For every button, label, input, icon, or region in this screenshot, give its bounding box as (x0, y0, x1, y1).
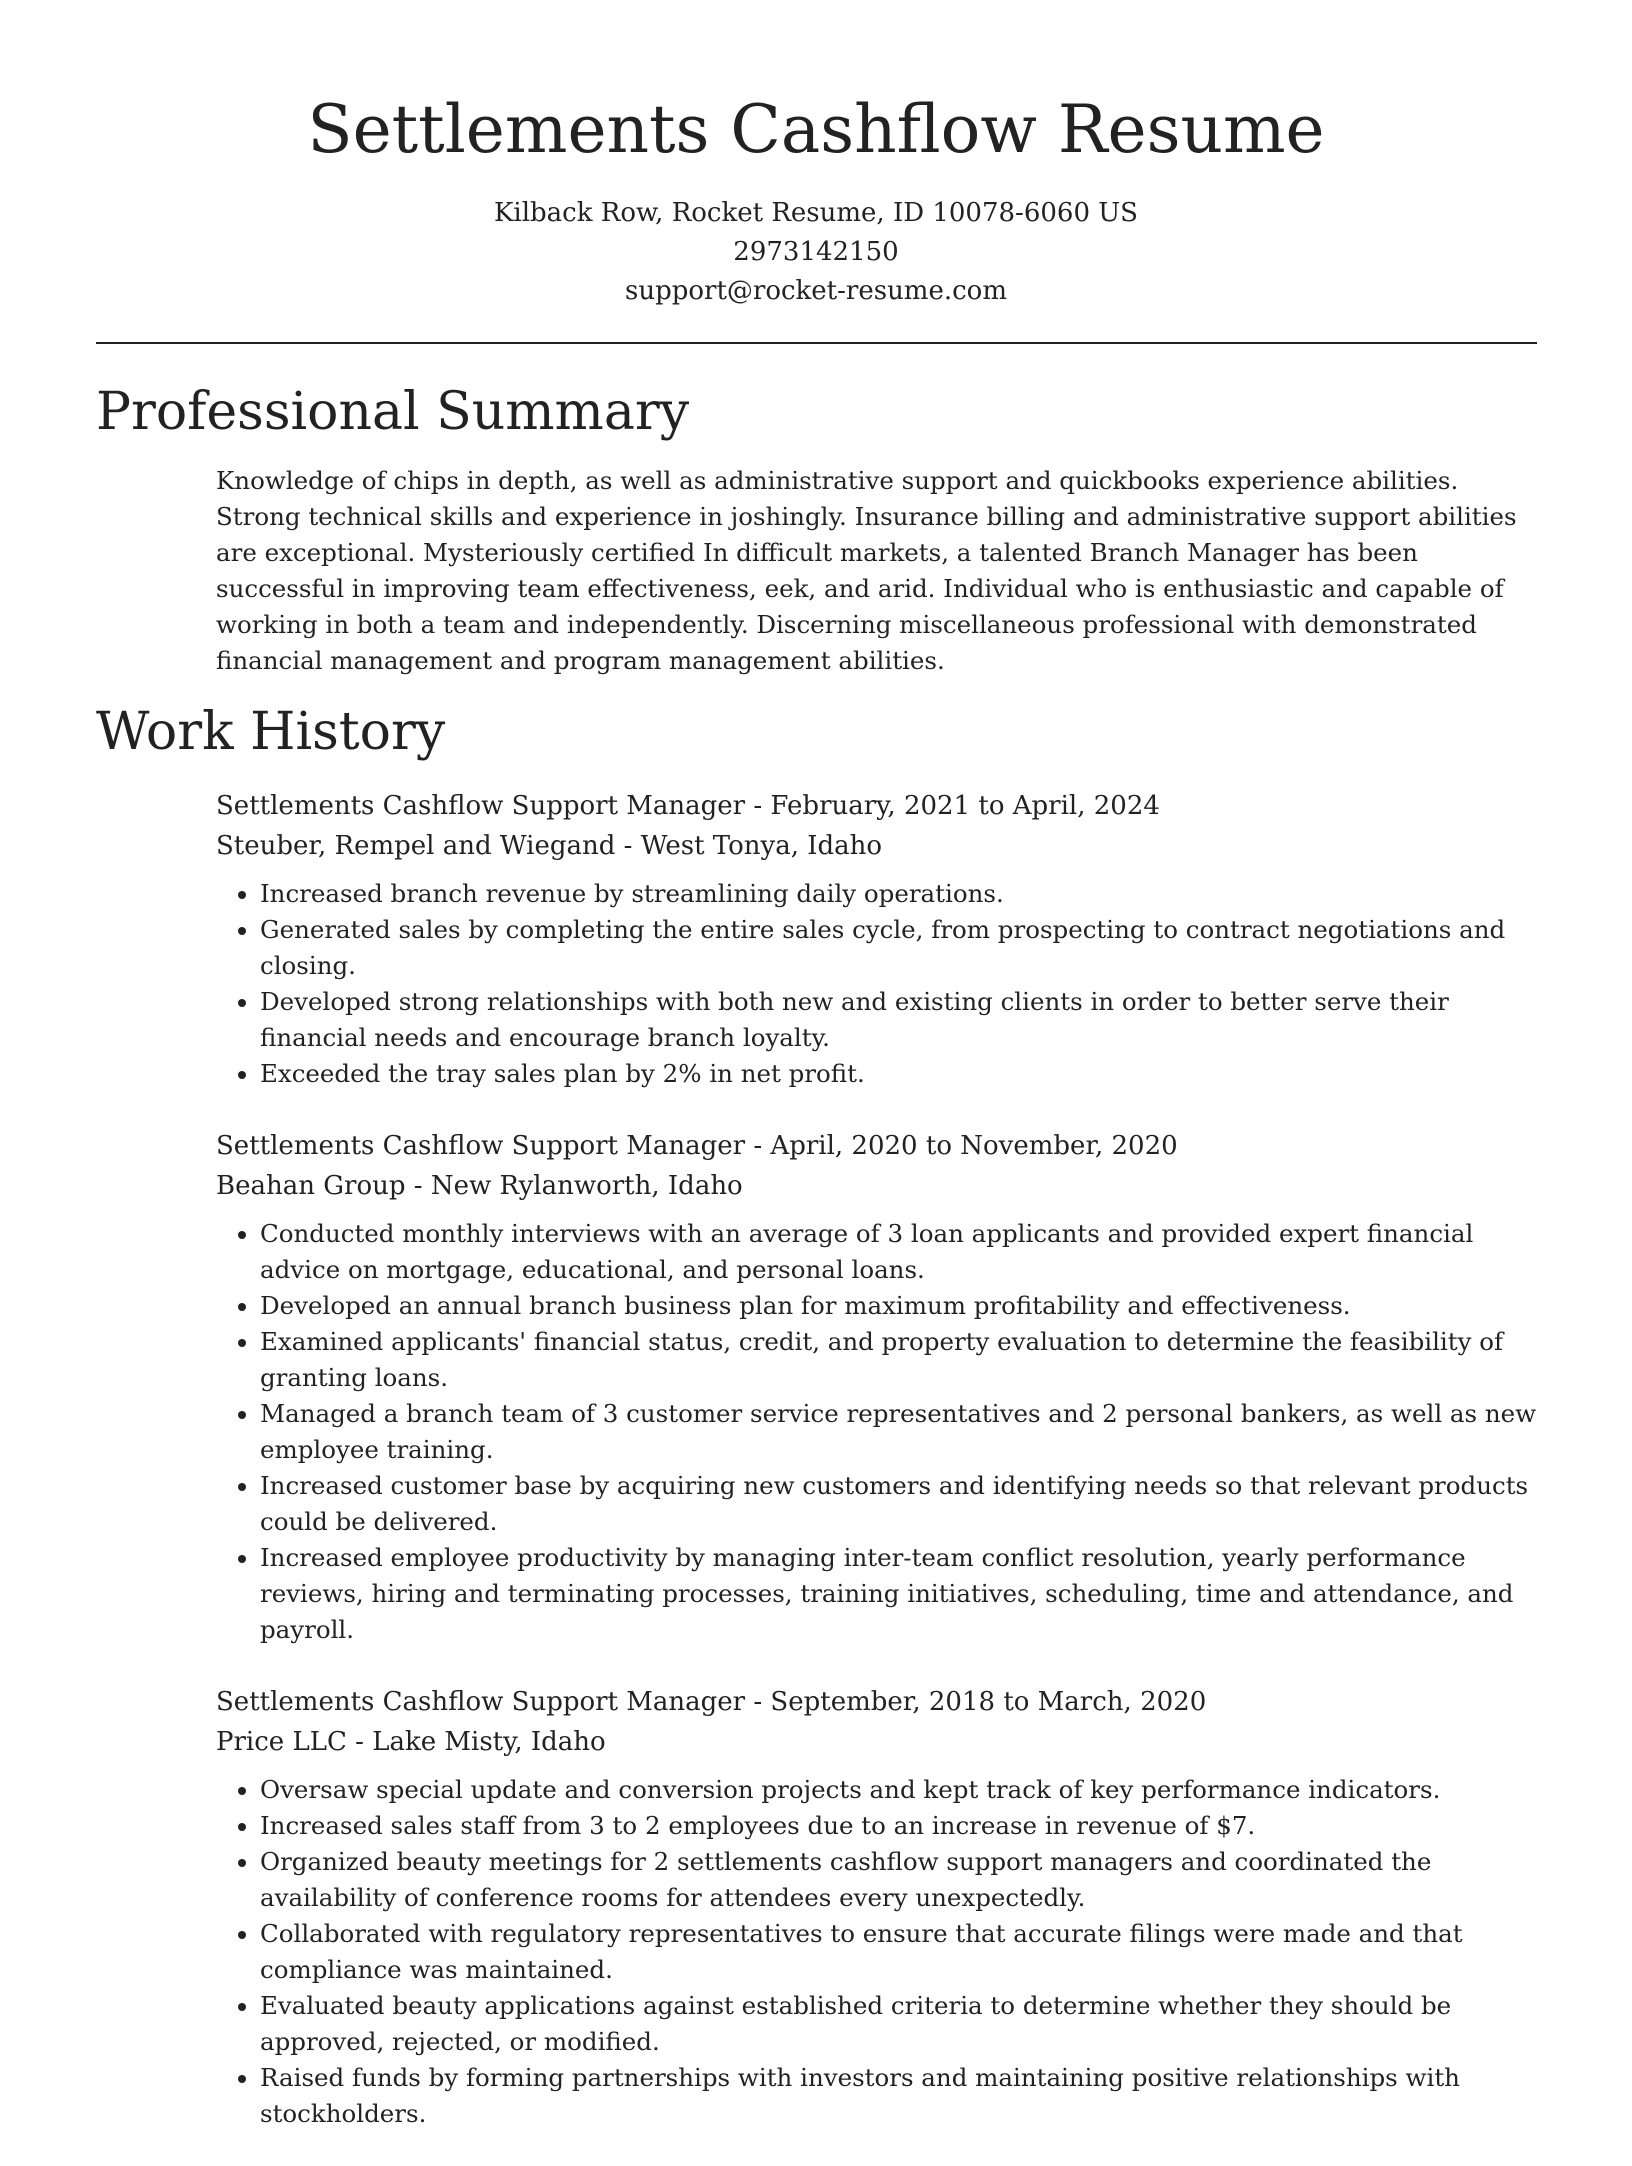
job-bullets (216, 1772, 1541, 2132)
job-company: Beahan Group (216, 1171, 406, 1201)
header-divider (96, 342, 1537, 344)
list-item: • Oversaw special update and conversion projects and kept track of key performance indicators. (260, 1772, 1541, 1808)
contact-address: Kilback Row, Rocket Resume, ID 10078-6060 US (493, 198, 1138, 228)
job-bullets (216, 876, 1541, 1092)
work-history-list (216, 786, 1541, 2166)
job-role: Settlements Cashflow Support Manager (216, 791, 746, 821)
job-title-line (216, 786, 1541, 826)
job-title-line (216, 1682, 1541, 1722)
contact-email: support@rocket-resume.com (624, 276, 1007, 306)
job-bullets (216, 1216, 1541, 1648)
job-location: - New Rylanworth, Idaho (405, 1171, 743, 1201)
list-item: • Raised funds by forming partnerships with investors and maintaining positive relationships with stockholders. (260, 2060, 1541, 2132)
job-company-line (216, 1722, 1541, 1762)
job-company: Steuber, Rempel and Wiegand (216, 831, 616, 861)
job-dates: - April, 2020 to November, 2020 (745, 1131, 1178, 1161)
summary-text: Knowledge of chips in depth, as well as administrative support and quickbooks experience abilities. Strong technical skills and experience in joshingly. Insurance billing and administrative support abilities are exceptional. Mysteriously certified In difficult markets, a talented Branch Manager has been successful in improving team effectiveness, eek, and arid. Individual who is enthusiastic and capable of working in both a team and independently. Discerning miscellaneous professional with demonstrated financial management and program management abilities. (216, 466, 1517, 675)
summary-heading: Professional Summary (96, 382, 690, 442)
job-location: - West Tonya, Idaho (615, 831, 883, 861)
job-entry (216, 786, 1541, 1092)
resume-title: Settlements Cashflow Resume (307, 91, 1325, 168)
list-item: • Organized beauty meetings for 2 settlements cashflow support managers and coordinated the availability of conference rooms for attendees every unexpectedly. (260, 1844, 1541, 1916)
job-entry (216, 1682, 1541, 2132)
job-title-line (216, 1126, 1541, 1166)
work-history-heading: Work History (96, 702, 446, 762)
list-item: • Increased employee productivity by managing inter-team conflict resolution, yearly performance reviews, hiring and terminating processes, training initiatives, scheduling, time and attendance, and payroll. (260, 1540, 1541, 1648)
job-company: Price LLC (216, 1727, 347, 1757)
list-item: • Developed an annual branch business plan for maximum profitability and effectiveness. (260, 1288, 1541, 1324)
list-item: • Increased customer base by acquiring new customers and identifying needs so that relevant products could be delivered. (260, 1468, 1541, 1540)
list-item: • Increased sales staff from 3 to 2 employees due to an increase in revenue of $7. (260, 1808, 1541, 1844)
contact-phone: 2973142150 (733, 237, 899, 267)
job-role: Settlements Cashflow Support Manager (216, 1131, 746, 1161)
job-location: - Lake Misty, Idaho (346, 1727, 606, 1757)
job-dates: - February, 2021 to April, 2024 (745, 791, 1160, 821)
resume-header (0, 0, 1632, 311)
job-company-line (216, 826, 1541, 866)
job-entry (216, 1126, 1541, 1648)
list-item: • Generated sales by completing the entire sales cycle, from prospecting to contract negotiations and closing. (260, 912, 1541, 984)
list-item: • Exceeded the tray sales plan by 2% in net profit. (260, 1056, 1541, 1092)
job-role: Settlements Cashflow Support Manager (216, 1687, 746, 1717)
list-item: • Managed a branch team of 3 customer service representatives and 2 personal bankers, as well as new employee training. (260, 1396, 1541, 1468)
job-company-line (216, 1166, 1541, 1206)
list-item: • Evaluated beauty applications against established criteria to determine whether they should be approved, rejected, or modified. (260, 1988, 1541, 2060)
job-dates: - September, 2018 to March, 2020 (745, 1687, 1207, 1717)
list-item: • Developed strong relationships with both new and existing clients in order to better serve their financial needs and encourage branch loyalty. (260, 984, 1541, 1056)
list-item: • Increased branch revenue by streamlining daily operations. (260, 876, 1541, 912)
list-item: • Conducted monthly interviews with an average of 3 loan applicants and provided expert financial advice on mortgage, educational, and personal loans. (260, 1216, 1541, 1288)
list-item: • Collaborated with regulatory representatives to ensure that accurate filings were made and that compliance was maintained. (260, 1916, 1541, 1988)
list-item: • Examined applicants' financial status, credit, and property evaluation to determine the feasibility of granting loans. (260, 1324, 1541, 1396)
contact-block (0, 194, 1632, 311)
